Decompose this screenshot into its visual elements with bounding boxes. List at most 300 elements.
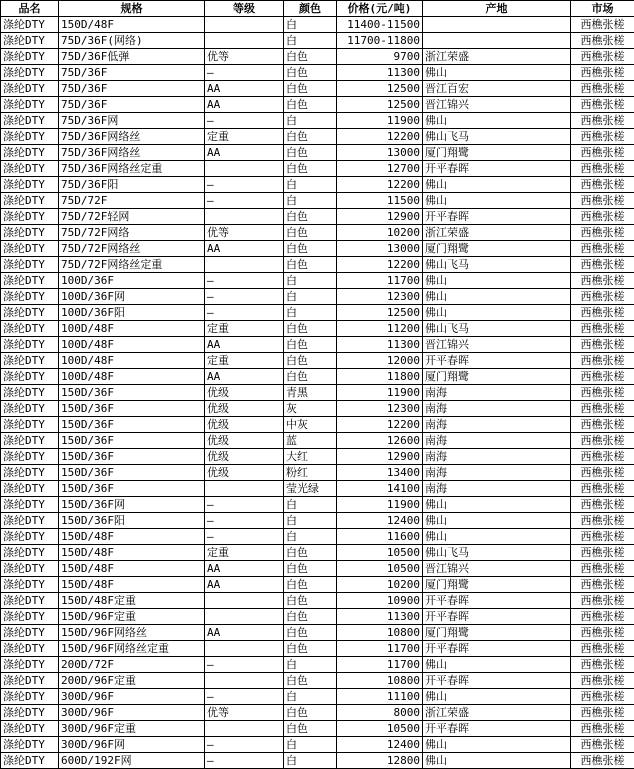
- cell-price: 11700-11800: [337, 33, 423, 49]
- cell-spec: 150D/96F网络丝: [59, 625, 205, 641]
- cell-price: 10200: [337, 225, 423, 241]
- cell-price: 12200: [337, 417, 423, 433]
- cell-market: 西樵张槎: [571, 497, 634, 513]
- cell-market: 西樵张槎: [571, 465, 634, 481]
- cell-origin: 开平春晖: [423, 353, 571, 369]
- cell-product-name: 涤纶DTY: [1, 97, 59, 113]
- cell-color: 白: [284, 33, 337, 49]
- cell-product-name: 涤纶DTY: [1, 273, 59, 289]
- table-row: [1, 145, 634, 161]
- cell-grade: [205, 257, 284, 273]
- cell-color: 白色: [284, 561, 337, 577]
- cell-grade: —: [205, 177, 284, 193]
- cell-color: 白色: [284, 369, 337, 385]
- cell-grade: 优等: [205, 705, 284, 721]
- header-color: 颜色: [284, 1, 337, 17]
- cell-spec: 300D/96F定重: [59, 721, 205, 737]
- header-product-name: 品名: [1, 1, 59, 17]
- header-row: [1, 1, 634, 17]
- cell-product-name: 涤纶DTY: [1, 593, 59, 609]
- cell-grade: —: [205, 689, 284, 705]
- cell-price: 10500: [337, 721, 423, 737]
- cell-spec: 75D/36F网络丝定重: [59, 161, 205, 177]
- table-row: [1, 497, 634, 513]
- table-row: [1, 721, 634, 737]
- cell-product-name: 涤纶DTY: [1, 321, 59, 337]
- cell-grade: 优等: [205, 225, 284, 241]
- cell-spec: 300D/96F: [59, 705, 205, 721]
- cell-price: 12200: [337, 129, 423, 145]
- cell-price: 11700: [337, 657, 423, 673]
- table-row: [1, 33, 634, 49]
- table-row: [1, 273, 634, 289]
- cell-spec: 150D/36F: [59, 449, 205, 465]
- cell-market: 西樵张槎: [571, 705, 634, 721]
- cell-spec: 150D/48F: [59, 577, 205, 593]
- cell-market: 西樵张槎: [571, 257, 634, 273]
- cell-origin: 厦门翔鹭: [423, 625, 571, 641]
- cell-origin: 南海: [423, 433, 571, 449]
- cell-market: 西樵张槎: [571, 641, 634, 657]
- cell-grade: 优级: [205, 449, 284, 465]
- cell-product-name: 涤纶DTY: [1, 705, 59, 721]
- cell-price: 11500: [337, 193, 423, 209]
- cell-origin: 开平春晖: [423, 593, 571, 609]
- table-row: [1, 481, 634, 497]
- cell-market: 西樵张槎: [571, 145, 634, 161]
- cell-product-name: 涤纶DTY: [1, 289, 59, 305]
- table-row: [1, 449, 634, 465]
- cell-price: 10500: [337, 545, 423, 561]
- cell-price: 12200: [337, 177, 423, 193]
- table-row: [1, 81, 634, 97]
- cell-price: 11300: [337, 337, 423, 353]
- cell-origin: 佛山: [423, 273, 571, 289]
- cell-origin: 佛山: [423, 657, 571, 673]
- cell-price: 14100: [337, 481, 423, 497]
- cell-grade: 优等: [205, 49, 284, 65]
- cell-grade: [205, 721, 284, 737]
- cell-grade: [205, 481, 284, 497]
- cell-market: 西樵张槎: [571, 241, 634, 257]
- cell-spec: 150D/48F: [59, 529, 205, 545]
- cell-origin: 佛山: [423, 289, 571, 305]
- cell-market: 西樵张槎: [571, 97, 634, 113]
- cell-origin: 开平春晖: [423, 641, 571, 657]
- cell-grade: AA: [205, 241, 284, 257]
- cell-origin: 佛山飞马: [423, 545, 571, 561]
- cell-product-name: 涤纶DTY: [1, 689, 59, 705]
- cell-product-name: 涤纶DTY: [1, 657, 59, 673]
- table-row: [1, 513, 634, 529]
- cell-origin: 厦门翔鹭: [423, 369, 571, 385]
- cell-origin: 南海: [423, 449, 571, 465]
- cell-color: 白色: [284, 209, 337, 225]
- cell-price: 13000: [337, 145, 423, 161]
- table-row: [1, 657, 634, 673]
- cell-spec: 100D/48F: [59, 353, 205, 369]
- cell-origin: 开平春晖: [423, 209, 571, 225]
- cell-market: 西樵张槎: [571, 481, 634, 497]
- cell-market: 西樵张槎: [571, 609, 634, 625]
- cell-spec: 100D/48F: [59, 337, 205, 353]
- cell-product-name: 涤纶DTY: [1, 209, 59, 225]
- cell-origin: 开平春晖: [423, 609, 571, 625]
- cell-price: 11700: [337, 641, 423, 657]
- cell-spec: 100D/36F阳: [59, 305, 205, 321]
- header-spec: 规格: [59, 1, 205, 17]
- cell-market: 西樵张槎: [571, 657, 634, 673]
- cell-grade: AA: [205, 145, 284, 161]
- cell-color: 白: [284, 289, 337, 305]
- cell-grade: —: [205, 529, 284, 545]
- cell-color: 白: [284, 177, 337, 193]
- cell-origin: 厦门翔鹭: [423, 241, 571, 257]
- table-row: [1, 529, 634, 545]
- cell-color: 白: [284, 513, 337, 529]
- cell-price: 12500: [337, 81, 423, 97]
- cell-market: 西樵张槎: [571, 17, 634, 33]
- cell-spec: 75D/72F网络丝定重: [59, 257, 205, 273]
- cell-market: 西樵张槎: [571, 129, 634, 145]
- cell-color: 白色: [284, 225, 337, 241]
- cell-grade: —: [205, 113, 284, 129]
- cell-grade: AA: [205, 577, 284, 593]
- cell-color: 白: [284, 689, 337, 705]
- cell-market: 西樵张槎: [571, 593, 634, 609]
- cell-price: 11600: [337, 529, 423, 545]
- cell-price: 9700: [337, 49, 423, 65]
- cell-product-name: 涤纶DTY: [1, 417, 59, 433]
- header-grade: 等级: [205, 1, 284, 17]
- cell-market: 西樵张槎: [571, 305, 634, 321]
- cell-color: 白色: [284, 673, 337, 689]
- cell-product-name: 涤纶DTY: [1, 33, 59, 49]
- cell-origin: 佛山: [423, 689, 571, 705]
- cell-grade: 优级: [205, 401, 284, 417]
- cell-color: 白色: [284, 641, 337, 657]
- cell-price: 13400: [337, 465, 423, 481]
- cell-price: 11300: [337, 609, 423, 625]
- cell-product-name: 涤纶DTY: [1, 193, 59, 209]
- cell-spec: 150D/36F网: [59, 497, 205, 513]
- cell-color: 白: [284, 273, 337, 289]
- table-row: [1, 417, 634, 433]
- cell-spec: 75D/36F: [59, 65, 205, 81]
- cell-spec: 150D/96F网络丝定重: [59, 641, 205, 657]
- cell-spec: 75D/72F轻网: [59, 209, 205, 225]
- cell-grade: —: [205, 193, 284, 209]
- cell-origin: 开平春晖: [423, 161, 571, 177]
- cell-grade: [205, 33, 284, 49]
- cell-color: 白: [284, 657, 337, 673]
- cell-color: 白色: [284, 81, 337, 97]
- cell-grade: —: [205, 497, 284, 513]
- cell-product-name: 涤纶DTY: [1, 481, 59, 497]
- cell-color: 白色: [284, 353, 337, 369]
- cell-spec: 75D/72F: [59, 193, 205, 209]
- cell-color: 白色: [284, 161, 337, 177]
- cell-origin: 浙江荣盛: [423, 225, 571, 241]
- cell-color: 白: [284, 17, 337, 33]
- table-row: [1, 753, 634, 769]
- cell-spec: 150D/36F: [59, 481, 205, 497]
- cell-grade: [205, 641, 284, 657]
- cell-grade: —: [205, 737, 284, 753]
- table-row: [1, 689, 634, 705]
- cell-grade: AA: [205, 369, 284, 385]
- cell-origin: 南海: [423, 401, 571, 417]
- cell-price: 13000: [337, 241, 423, 257]
- cell-market: 西樵张槎: [571, 289, 634, 305]
- header-market: 市场: [571, 1, 634, 17]
- cell-color: 白: [284, 113, 337, 129]
- cell-market: 西樵张槎: [571, 401, 634, 417]
- table-row: [1, 401, 634, 417]
- cell-grade: [205, 161, 284, 177]
- cell-spec: 150D/36F阳: [59, 513, 205, 529]
- cell-grade: —: [205, 305, 284, 321]
- cell-origin: 佛山飞马: [423, 257, 571, 273]
- cell-origin: 佛山: [423, 177, 571, 193]
- table-row: [1, 257, 634, 273]
- cell-price: 12400: [337, 737, 423, 753]
- cell-grade: 定重: [205, 353, 284, 369]
- cell-color: 白色: [284, 609, 337, 625]
- cell-spec: 75D/36F网络丝: [59, 129, 205, 145]
- cell-price: 10900: [337, 593, 423, 609]
- cell-spec: 75D/36F: [59, 97, 205, 113]
- table-row: [1, 385, 634, 401]
- cell-spec: 75D/36F阳: [59, 177, 205, 193]
- cell-product-name: 涤纶DTY: [1, 609, 59, 625]
- header-origin: 产地: [423, 1, 571, 17]
- cell-grade: —: [205, 65, 284, 81]
- table-row: [1, 65, 634, 81]
- cell-price: 11700: [337, 273, 423, 289]
- cell-color: 白色: [284, 625, 337, 641]
- cell-market: 西樵张槎: [571, 529, 634, 545]
- cell-origin: [423, 17, 571, 33]
- table-row: [1, 97, 634, 113]
- table-row: [1, 609, 634, 625]
- cell-origin: 晋江锦兴: [423, 97, 571, 113]
- cell-grade: —: [205, 657, 284, 673]
- cell-spec: 75D/36F网: [59, 113, 205, 129]
- table-row: [1, 673, 634, 689]
- cell-product-name: 涤纶DTY: [1, 433, 59, 449]
- cell-origin: 厦门翔鹭: [423, 577, 571, 593]
- cell-spec: 300D/96F网: [59, 737, 205, 753]
- table-row: [1, 433, 634, 449]
- cell-product-name: 涤纶DTY: [1, 625, 59, 641]
- cell-spec: 100D/48F: [59, 369, 205, 385]
- cell-origin: 佛山飞马: [423, 129, 571, 145]
- cell-spec: 100D/36F: [59, 273, 205, 289]
- cell-color: 白: [284, 497, 337, 513]
- cell-market: 西樵张槎: [571, 577, 634, 593]
- cell-market: 西樵张槎: [571, 545, 634, 561]
- cell-color: 白: [284, 737, 337, 753]
- header-price: 价格(元/吨): [337, 1, 423, 17]
- cell-product-name: 涤纶DTY: [1, 17, 59, 33]
- cell-spec: 150D/48F: [59, 545, 205, 561]
- table-row: [1, 209, 634, 225]
- cell-origin: 南海: [423, 465, 571, 481]
- table-row: [1, 369, 634, 385]
- cell-color: 白色: [284, 241, 337, 257]
- table-row: [1, 353, 634, 369]
- cell-price: 8000: [337, 705, 423, 721]
- cell-market: 西樵张槎: [571, 673, 634, 689]
- cell-grade: AA: [205, 561, 284, 577]
- cell-market: 西樵张槎: [571, 721, 634, 737]
- cell-product-name: 涤纶DTY: [1, 241, 59, 257]
- cell-grade: [205, 17, 284, 33]
- cell-spec: 150D/36F: [59, 401, 205, 417]
- cell-grade: 定重: [205, 545, 284, 561]
- table-row: [1, 193, 634, 209]
- cell-product-name: 涤纶DTY: [1, 737, 59, 753]
- cell-grade: —: [205, 289, 284, 305]
- table-row: [1, 577, 634, 593]
- cell-market: 西樵张槎: [571, 385, 634, 401]
- cell-spec: 150D/48F: [59, 561, 205, 577]
- cell-product-name: 涤纶DTY: [1, 257, 59, 273]
- cell-origin: 南海: [423, 481, 571, 497]
- cell-spec: 150D/48F: [59, 17, 205, 33]
- cell-market: 西樵张槎: [571, 225, 634, 241]
- cell-origin: 佛山飞马: [423, 321, 571, 337]
- cell-color: 中灰: [284, 417, 337, 433]
- cell-color: 莹光绿: [284, 481, 337, 497]
- cell-market: 西樵张槎: [571, 65, 634, 81]
- table-row: [1, 593, 634, 609]
- cell-origin: 南海: [423, 385, 571, 401]
- cell-market: 西樵张槎: [571, 193, 634, 209]
- cell-color: 白色: [284, 593, 337, 609]
- cell-price: 12400: [337, 513, 423, 529]
- cell-origin: 佛山: [423, 113, 571, 129]
- cell-spec: 75D/72F网络: [59, 225, 205, 241]
- cell-origin: 佛山: [423, 737, 571, 753]
- cell-product-name: 涤纶DTY: [1, 753, 59, 769]
- cell-market: 西樵张槎: [571, 689, 634, 705]
- cell-market: 西樵张槎: [571, 161, 634, 177]
- table-row: [1, 49, 634, 65]
- cell-product-name: 涤纶DTY: [1, 497, 59, 513]
- cell-price: 12600: [337, 433, 423, 449]
- cell-origin: 佛山: [423, 65, 571, 81]
- cell-color: 白色: [284, 97, 337, 113]
- cell-origin: 佛山: [423, 753, 571, 769]
- cell-market: 西樵张槎: [571, 337, 634, 353]
- cell-grade: [205, 609, 284, 625]
- cell-price: 12500: [337, 97, 423, 113]
- cell-product-name: 涤纶DTY: [1, 641, 59, 657]
- cell-product-name: 涤纶DTY: [1, 401, 59, 417]
- cell-origin: 晋江百宏: [423, 81, 571, 97]
- cell-price: 11900: [337, 113, 423, 129]
- cell-price: 12000: [337, 353, 423, 369]
- table-row: [1, 625, 634, 641]
- table-row: [1, 305, 634, 321]
- cell-grade: [205, 209, 284, 225]
- cell-spec: 75D/72F网络丝: [59, 241, 205, 257]
- table-row: [1, 241, 634, 257]
- cell-product-name: 涤纶DTY: [1, 305, 59, 321]
- cell-product-name: 涤纶DTY: [1, 369, 59, 385]
- cell-grade: 优级: [205, 417, 284, 433]
- table-row: [1, 545, 634, 561]
- cell-price: 11800: [337, 369, 423, 385]
- cell-spec: 100D/48F: [59, 321, 205, 337]
- cell-market: 西樵张槎: [571, 113, 634, 129]
- cell-origin: 佛山: [423, 193, 571, 209]
- cell-market: 西樵张槎: [571, 273, 634, 289]
- cell-product-name: 涤纶DTY: [1, 225, 59, 241]
- cell-product-name: 涤纶DTY: [1, 177, 59, 193]
- cell-color: 青黑: [284, 385, 337, 401]
- cell-color: 白色: [284, 705, 337, 721]
- cell-origin: 浙江荣盛: [423, 705, 571, 721]
- cell-origin: [423, 33, 571, 49]
- cell-color: 白色: [284, 257, 337, 273]
- cell-grade: AA: [205, 81, 284, 97]
- cell-grade: 定重: [205, 129, 284, 145]
- cell-spec: 75D/36F网络丝: [59, 145, 205, 161]
- cell-color: 白色: [284, 721, 337, 737]
- cell-color: 白色: [284, 577, 337, 593]
- cell-color: 白: [284, 305, 337, 321]
- table-row: [1, 225, 634, 241]
- cell-origin: 佛山: [423, 513, 571, 529]
- cell-product-name: 涤纶DTY: [1, 513, 59, 529]
- cell-product-name: 涤纶DTY: [1, 81, 59, 97]
- cell-price: 11900: [337, 497, 423, 513]
- cell-spec: 75D/36F(网络): [59, 33, 205, 49]
- cell-product-name: 涤纶DTY: [1, 353, 59, 369]
- table-row: [1, 177, 634, 193]
- table-row: [1, 289, 634, 305]
- cell-market: 西樵张槎: [571, 321, 634, 337]
- cell-price: 12900: [337, 209, 423, 225]
- cell-market: 西樵张槎: [571, 177, 634, 193]
- cell-grade: 优级: [205, 465, 284, 481]
- cell-grade: AA: [205, 337, 284, 353]
- cell-origin: 佛山: [423, 305, 571, 321]
- cell-product-name: 涤纶DTY: [1, 721, 59, 737]
- cell-product-name: 涤纶DTY: [1, 65, 59, 81]
- cell-product-name: 涤纶DTY: [1, 385, 59, 401]
- cell-product-name: 涤纶DTY: [1, 337, 59, 353]
- table-row: [1, 561, 634, 577]
- cell-origin: 开平春晖: [423, 721, 571, 737]
- cell-color: 白色: [284, 129, 337, 145]
- cell-color: 白: [284, 193, 337, 209]
- cell-spec: 150D/96F定重: [59, 609, 205, 625]
- table-row: [1, 161, 634, 177]
- cell-price: 10800: [337, 625, 423, 641]
- cell-grade: [205, 593, 284, 609]
- cell-market: 西樵张槎: [571, 561, 634, 577]
- cell-grade: 优级: [205, 433, 284, 449]
- table-row: [1, 641, 634, 657]
- cell-grade: AA: [205, 97, 284, 113]
- cell-color: 白色: [284, 545, 337, 561]
- cell-grade: AA: [205, 625, 284, 641]
- cell-origin: 晋江锦兴: [423, 337, 571, 353]
